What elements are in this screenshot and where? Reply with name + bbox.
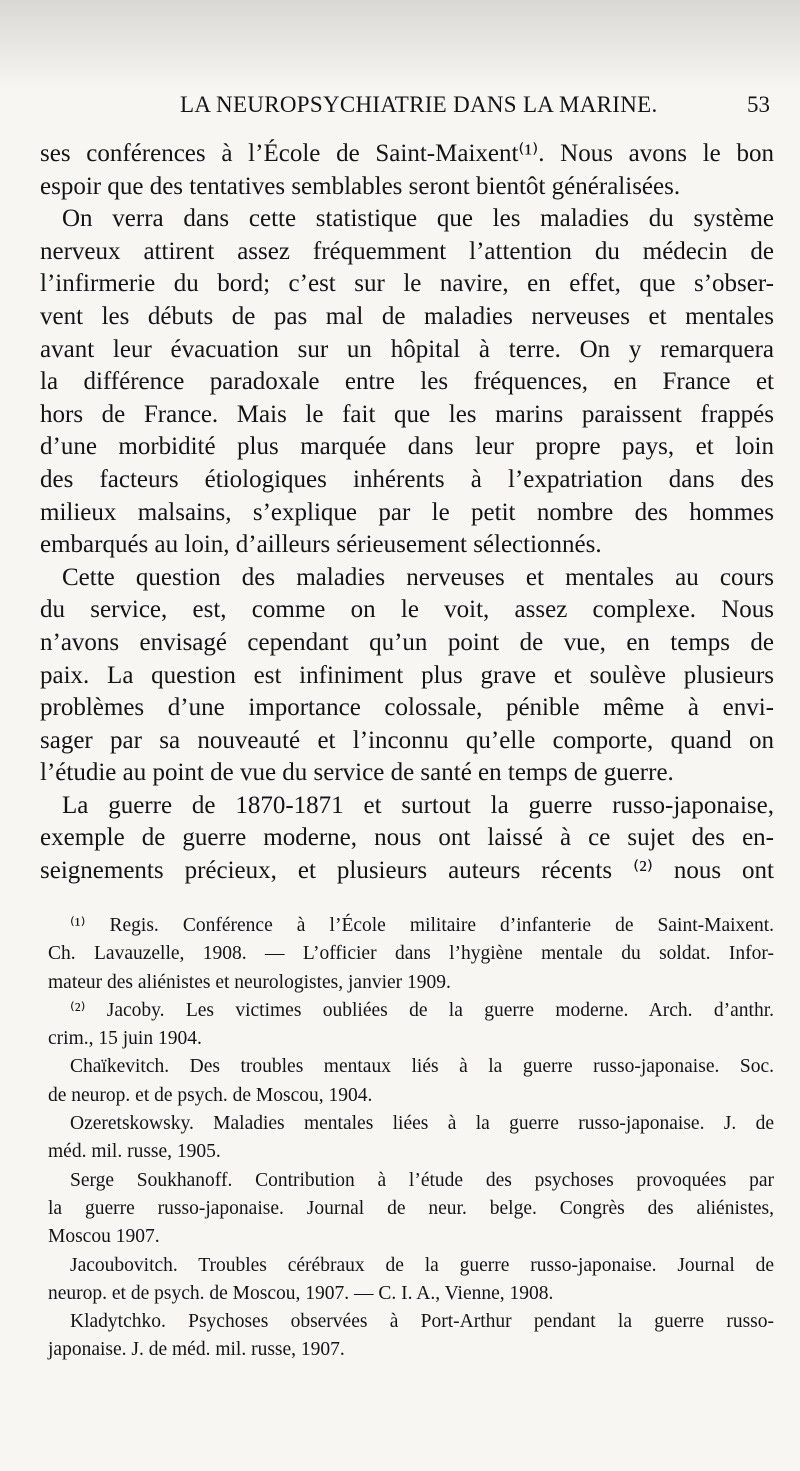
text-line: problèmes d’une importance colossale, pénible même à envi- bbox=[40, 694, 774, 722]
footnote-line: Moscou 1907. bbox=[48, 1226, 160, 1248]
footnote-line: la guerre russo-japonaise. Journal de neur. belge. Congrès des aliénistes, bbox=[48, 1197, 774, 1219]
footnote-line: Chaïkevitch. Des troubles mentaux liés à la guerre russo-japonaise. Soc. bbox=[70, 1056, 774, 1078]
text-line: seignements précieux, et plusieurs auteurs récents ⁽²⁾ nous ont bbox=[40, 857, 774, 885]
footnotes bbox=[48, 912, 774, 1365]
text-line: l’étudie au point de vue du service de santé en temps de guerre. bbox=[40, 759, 674, 787]
text-line: d’une morbidité plus marquée dans leur propre pays, et loin bbox=[40, 433, 774, 461]
footnote-line: de neurop. et de psych. de Moscou, 1904. bbox=[48, 1084, 373, 1106]
text-line: espoir que des tentatives semblables seront bientôt généralisées. bbox=[40, 172, 681, 200]
text-line: avant leur évacuation sur un hôpital à terre. On y remarquera bbox=[40, 335, 774, 363]
text-line: Cette question des maladies nerveuses et mentales au cours bbox=[62, 563, 774, 591]
running-head: LA NEUROPSYCHIATRIE DANS LA MARINE. bbox=[180, 92, 658, 117]
page-top-shadow bbox=[0, 0, 800, 90]
text-line: la différence paradoxale entre les fréquences, en France et bbox=[40, 368, 774, 396]
text-line: des facteurs étiologiques inhérents à l’expatriation dans des bbox=[40, 465, 774, 493]
text-line: embarqués au loin, d’ailleurs sérieusement sélectionnés. bbox=[40, 531, 602, 559]
main-text bbox=[40, 138, 774, 888]
text-line: vent les débuts de pas mal de maladies nerveuses et mentales bbox=[40, 302, 774, 330]
text-line: La guerre de 1870-1871 et surtout la guerre russo-japonaise, bbox=[62, 791, 774, 819]
text-line: sager par sa nouveauté et l’inconnu qu’elle comporte, quand on bbox=[40, 726, 774, 754]
text-line: hors de France. Mais le fait que les marins paraissent frappés bbox=[40, 400, 774, 428]
page-number: 53 bbox=[747, 92, 770, 117]
footnote-line: ⁽¹⁾ Regis. Conférence à l’École militaire d’infanterie de Saint-Maixent. bbox=[70, 915, 774, 936]
text-line: l’infirmerie du bord; c’est sur le navire, en effet, que s’obser- bbox=[40, 270, 774, 298]
text-line: n’avons envisagé cependant qu’un point de vue, en temps de bbox=[40, 628, 774, 656]
footnote-line: Serge Soukhanoff. Contribution à l’étude des psychoses provoquées par bbox=[70, 1169, 774, 1191]
footnote-line: neurop. et de psych. de Moscou, 1907. — C. I. A., Vienne, 1908. bbox=[48, 1282, 554, 1304]
footnote-line: japonaise. J. de méd. mil. russe, 1907. bbox=[48, 1339, 345, 1361]
footnote-line: Jacoubovitch. Troubles cérébraux de la guerre russo-japonaise. Journal de bbox=[70, 1254, 774, 1276]
footnote-line: Kladytchko. Psychoses observées à Port-Arthur pendant la guerre russo- bbox=[70, 1311, 774, 1333]
text-line: ses conférences à l’École de Saint-Maixent⁽¹⁾. Nous avons le bon bbox=[40, 140, 774, 167]
page-header bbox=[40, 92, 770, 122]
footnote-line: mateur des aliénistes et neurologistes, janvier 1909. bbox=[48, 971, 451, 993]
footnote-line: Ozeretskowsky. Maladies mentales liées à la guerre russo-japonaise. J. de bbox=[70, 1113, 774, 1135]
footnote-line: méd. mil. russe, 1905. bbox=[48, 1141, 221, 1163]
footnote-line: Ch. Lavauzelle, 1908. — L’officier dans l’hygiène mentale du soldat. Infor- bbox=[48, 943, 774, 965]
text-line: On verra dans cette statistique que les maladies du système bbox=[62, 205, 774, 233]
text-line: nerveux attirent assez fréquemment l’attention du médecin de bbox=[40, 237, 774, 265]
text-line: du service, est, comme on le voit, assez complexe. Nous bbox=[40, 596, 774, 624]
text-line: milieux malsains, s’explique par le petit nombre des hommes bbox=[40, 498, 774, 526]
footnote-line: crim., 15 juin 1904. bbox=[48, 1028, 202, 1050]
footnote-line: ⁽²⁾ Jacoby. Les victimes oubliées de la guerre moderne. Arch. d’anthr. bbox=[70, 999, 774, 1021]
text-line: paix. La question est infiniment plus grave et soulève plusieurs bbox=[40, 661, 774, 689]
text-line: exemple de guerre moderne, nous ont laissé à ce sujet des en- bbox=[40, 824, 774, 852]
